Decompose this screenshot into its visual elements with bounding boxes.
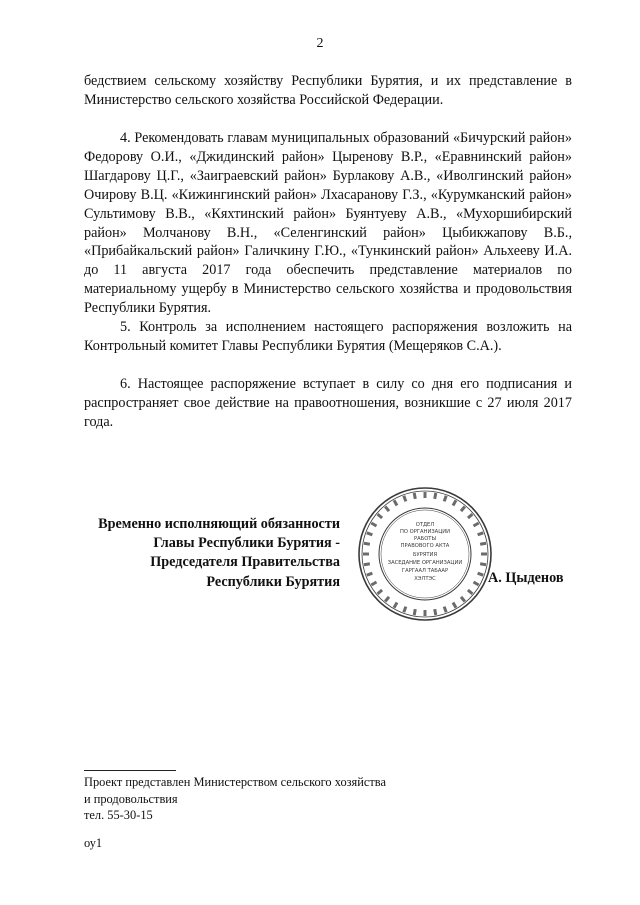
paragraph-continuation <box>84 72 572 110</box>
signatory-title-line-2: Главы Республики Бурятия - <box>153 535 340 552</box>
svg-text:ПРАВОВОГО АКТА: ПРАВОВОГО АКТА <box>400 543 450 549</box>
item-6-text: 6. Настоящее распоряжение вступает в силу со дня его подписания и распространяет свое действие на правоотношения, возникшие с 27 июля 2017 года. <box>84 376 572 430</box>
page-number: 2 <box>316 36 324 51</box>
official-seal <box>355 484 495 624</box>
svg-text:ПО ОРГАНИЗАЦИИ: ПО ОРГАНИЗАЦИИ <box>399 529 451 535</box>
svg-text:ОТДЕЛ: ОТДЕЛ <box>415 522 435 528</box>
item-5-text: 5. Контроль за исполнением настоящего распоряжения возложить на Контрольный комитет Главы Республики Бурятия (Мещеряков С.А.). <box>84 319 572 354</box>
signatory-title-line-4: Республики Бурятия <box>206 573 340 590</box>
svg-text:ХЭЛТЭС: ХЭЛТЭС <box>414 576 436 582</box>
signatory-title <box>70 515 340 592</box>
signer-name: А. Цыденов <box>488 570 564 586</box>
footnote <box>84 774 386 824</box>
signatory-title-line-3: Председателя Правительства <box>150 554 340 571</box>
svg-text:ГАРГААЛ ТАБААР: ГАРГААЛ ТАБААР <box>401 568 449 574</box>
footnote-line-1: Проект представлен Министерством сельского хозяйства <box>84 775 386 789</box>
svg-text:РАБОТЫ: РАБОТЫ <box>413 536 437 542</box>
svg-text:ЗАСЕДАНИЕ ОРГАНИЗАЦИИ: ЗАСЕДАНИЕ ОРГАНИЗАЦИИ <box>387 560 463 566</box>
item-4-text: 4. Рекомендовать главам муниципальных образований «Бичурский район» Федорову О.И., «Джидинский район» Цыренову В.Р., «Еравнинский район» Шагдарову Ц.Г., «Заиграевский район» Бурлакову А.В., «Иволгинский район» Очирову В.Ц. «Кижингинский район» Лхасаранову Г.З., «Курумканский район» Сультимову В.В., «Кяхтинский район» Буянтуеву А.В., «Мухоршибирский район» Молчанову В.Н., «Селенгинский район» Цыбикжапову В.Б., «Прибайкальский район» Галичкину Г.Ю., «Тункинский район» Альхееву И.А. до 11 августа 2017 года обеспечить представление материалов по материальному ущербу в Министерство сельского хозяйства и продовольствия Республики Бурятия. <box>84 130 572 317</box>
paragraph-item-6 <box>84 375 572 432</box>
footnote-line-3: тел. 55-30-15 <box>84 808 153 822</box>
document-code: оу1 <box>84 836 103 850</box>
signatory-title-line-1: Временно исполняющий обязанности <box>98 516 340 532</box>
footnote-divider <box>84 770 176 771</box>
svg-text:БУРЯТИЯ: БУРЯТИЯ <box>412 552 438 558</box>
paragraph-item-5 <box>84 318 572 356</box>
paragraph-item-4 <box>84 129 572 318</box>
continuation-text: бедствием сельскому хозяйству Республики Бурятия, и их представление в Министерство сельского хозяйства Российской Федерации. <box>84 73 572 108</box>
footnote-line-2: и продовольствия <box>84 791 178 806</box>
